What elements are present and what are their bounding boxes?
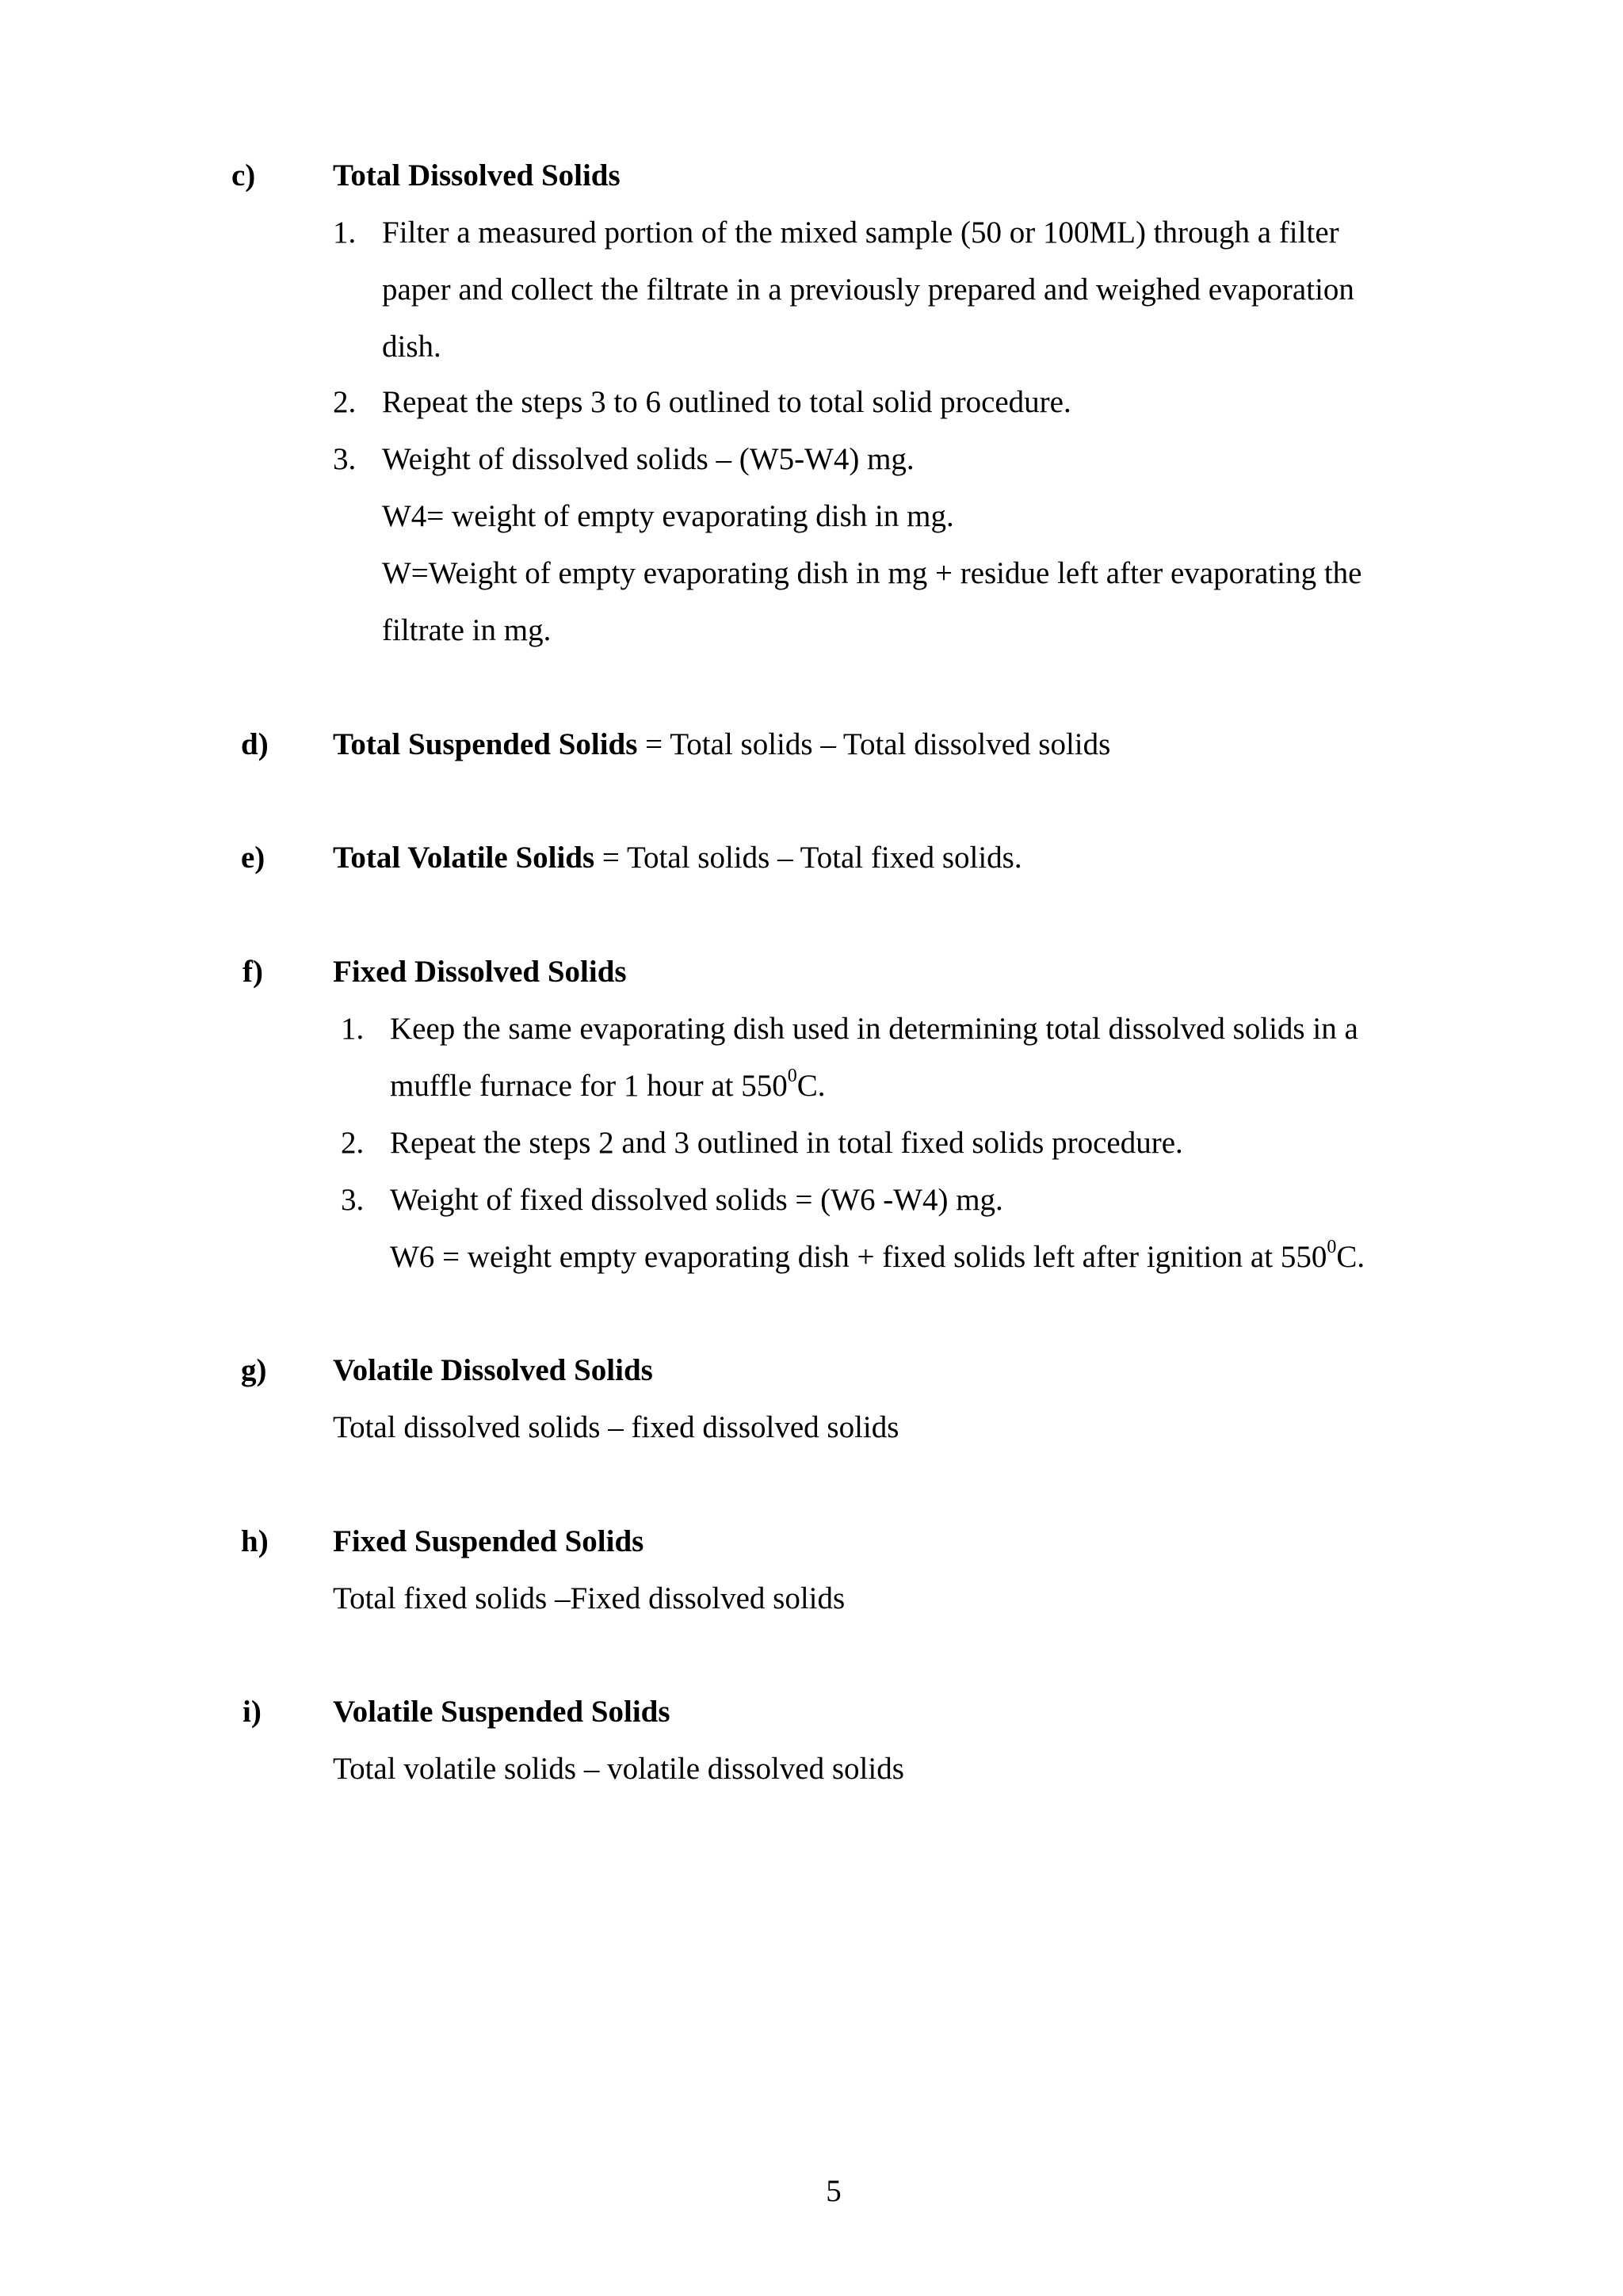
text-fragment: muffle furnace for 1 hour at 550 (390, 1069, 788, 1103)
section-heading: Total Suspended Solids (333, 727, 638, 761)
superscript: 0 (787, 1066, 797, 1086)
list-item-text: dish. (382, 330, 441, 364)
list-item-number: 2. (333, 385, 357, 419)
list-item-text (390, 1058, 826, 1115)
section-line (333, 830, 1022, 887)
section-formula: Total dissolved solids – fixed dissolved solids (333, 1410, 899, 1444)
list-item-text: Repeat the steps 3 to 6 outlined to total solid procedure. (382, 385, 1071, 419)
text-fragment: C. (796, 1069, 826, 1103)
list-item-text: paper and collect the filtrate in a previously prepared and weighed evaporation (382, 273, 1354, 307)
section-line (333, 716, 1110, 773)
list-item-text: Keep the same evaporating dish used in determining total dissolved solids in a (390, 1012, 1358, 1046)
page-number: 5 (826, 2174, 842, 2208)
text-fragment: C. (1336, 1240, 1365, 1274)
section-letter: g) (241, 1353, 267, 1387)
section-formula: = Total solids – Total dissolved solids (637, 727, 1111, 761)
list-item-number: 1. (341, 1012, 365, 1046)
section-formula: = Total solids – Total fixed solids. (594, 841, 1022, 875)
list-item-text: W4= weight of empty evaporating dish in mg. (382, 499, 954, 533)
section-letter: c) (231, 158, 256, 193)
list-item-number: 1. (333, 215, 357, 250)
superscript: 0 (1327, 1237, 1337, 1257)
list-item-number: 2. (341, 1126, 365, 1160)
section-letter: f) (242, 955, 263, 989)
section-heading: Fixed Suspended Solids (333, 1524, 644, 1558)
list-item-number: 3. (341, 1183, 365, 1217)
section-formula: Total volatile solids – volatile dissolved solids (333, 1752, 904, 1786)
section-letter: d) (241, 727, 269, 761)
section-letter: i) (242, 1695, 262, 1729)
text-fragment: W6 = weight empty evaporating dish + fixed solids left after ignition at 550 (390, 1240, 1327, 1274)
list-item-text: Weight of fixed dissolved solids = (W6 -W4) mg. (390, 1183, 1003, 1217)
list-item-text: W=Weight of empty evaporating dish in mg + residue left after evaporating the (382, 556, 1362, 590)
list-item-text: Filter a measured portion of the mixed sample (50 or 100ML) through a filter (382, 215, 1339, 250)
section-heading: Total Dissolved Solids (333, 158, 621, 193)
list-item-text: Weight of dissolved solids – (W5-W4) mg. (382, 442, 915, 476)
section-heading: Volatile Suspended Solids (333, 1695, 670, 1729)
section-heading: Fixed Dissolved Solids (333, 955, 627, 989)
list-item-text: Repeat the steps 2 and 3 outlined in total fixed solids procedure. (390, 1126, 1183, 1160)
section-heading: Total Volatile Solids (333, 841, 595, 875)
list-item-text: filtrate in mg. (382, 613, 552, 647)
section-heading: Volatile Dissolved Solids (333, 1353, 653, 1387)
section-letter: h) (241, 1524, 269, 1558)
section-letter: e) (241, 841, 265, 875)
list-item-text (390, 1229, 1365, 1286)
list-item-number: 3. (333, 442, 357, 476)
section-formula: Total fixed solids –Fixed dissolved solids (333, 1581, 846, 1615)
